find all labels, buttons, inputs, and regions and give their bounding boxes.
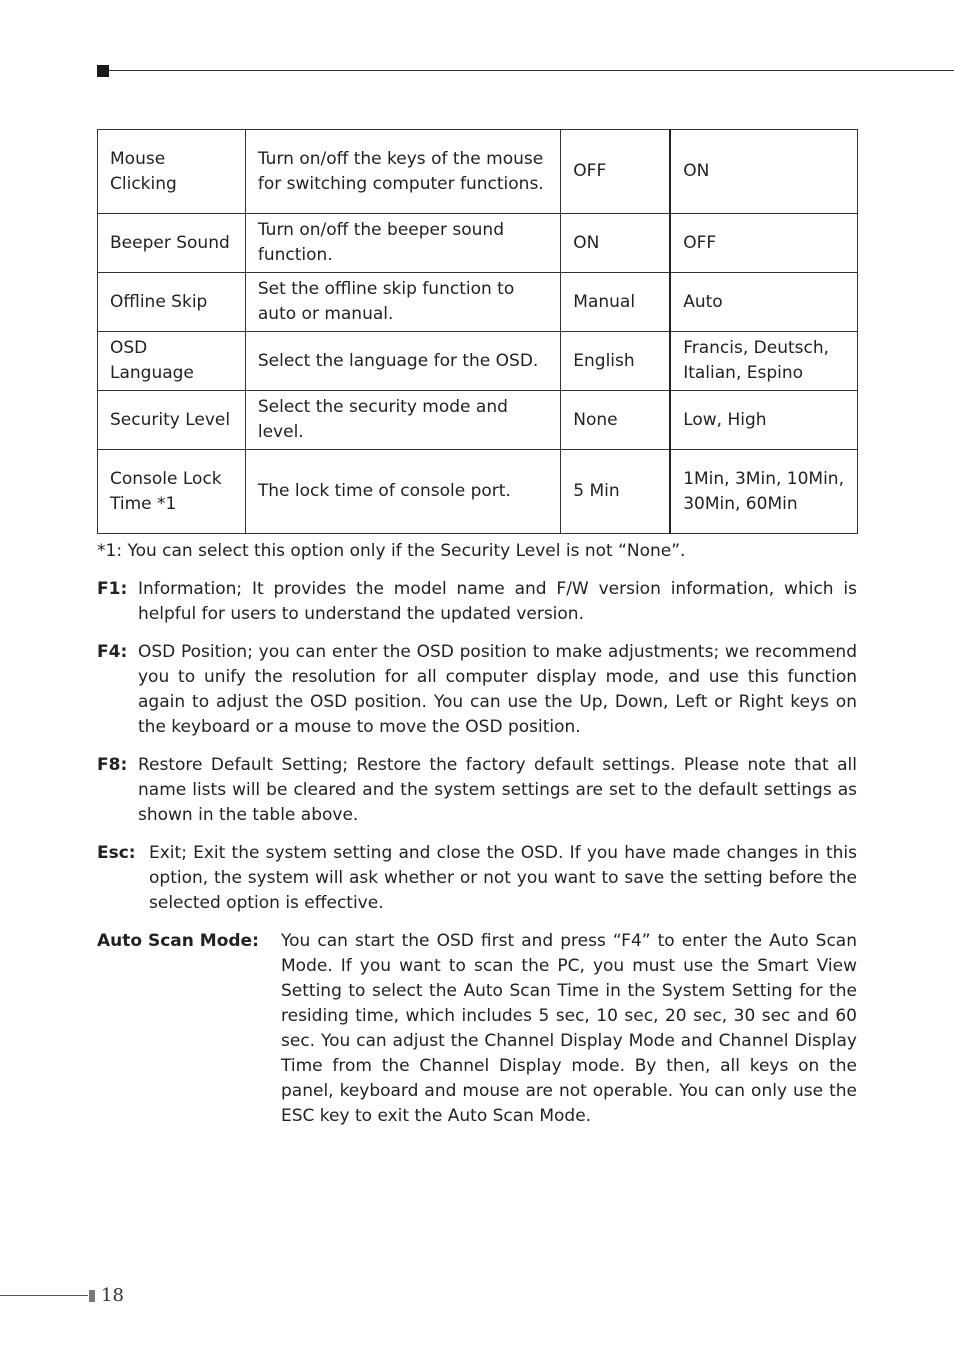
table-row bbox=[98, 130, 858, 214]
option-cell: Offline Skip bbox=[98, 273, 246, 332]
option-cell: OSD Language bbox=[98, 332, 246, 391]
key-description: You can start the OSD first and press “F4” to enter the Auto Scan Mode. If you want to scan the PC, you must use the Smart View Setting to select the Auto Scan Time in the System Setting for the residing time, which includes 5 sec, 10 sec, 20 sec, 30 sec and 60 sec. You can adjust the Channel Display Mode and Channel Display Time from the Channel Display mode. By then, all keys on the panel, keyboard and mouse are not operable. You can only use the ESC key to exit the Auto Scan Mode. bbox=[281, 931, 857, 1126]
description-cell: Set the offline skip function to auto or manual. bbox=[245, 273, 560, 332]
option-cell: Console Lock Time *1 bbox=[98, 450, 246, 534]
table-row bbox=[98, 273, 858, 332]
key-label: Auto Scan Mode: bbox=[97, 931, 259, 951]
alternatives-cell: Auto bbox=[670, 273, 857, 332]
default-cell: OFF bbox=[561, 130, 670, 214]
key-label: F1: bbox=[97, 579, 128, 599]
table-row bbox=[98, 214, 858, 273]
option-cell: Security Level bbox=[98, 391, 246, 450]
option-cell: Beeper Sound bbox=[98, 214, 246, 273]
key-label: Esc: bbox=[97, 843, 136, 863]
key-entry-auto-scan-mode bbox=[97, 929, 857, 1129]
key-description: Exit; Exit the system setting and close the OSD. If you have made changes in this option, the system will ask whether or not you want to save the setting before the selected option is effective. bbox=[149, 843, 857, 913]
table-row bbox=[98, 450, 858, 534]
key-entry-f4 bbox=[97, 640, 857, 740]
alternatives-cell: OFF bbox=[670, 214, 857, 273]
header-square-mark bbox=[97, 65, 109, 77]
default-cell: 5 Min bbox=[561, 450, 670, 534]
default-cell: ON bbox=[561, 214, 670, 273]
footer-rule bbox=[0, 1295, 88, 1296]
description-cell: Turn on/off the beeper sound function. bbox=[245, 214, 560, 273]
alternatives-cell: ON bbox=[670, 130, 857, 214]
table-row bbox=[98, 391, 858, 450]
description-cell: Select the language for the OSD. bbox=[245, 332, 560, 391]
key-label: F8: bbox=[97, 755, 128, 775]
key-label: F4: bbox=[97, 642, 128, 662]
default-cell: English bbox=[561, 332, 670, 391]
description-cell: Turn on/off the keys of the mouse for switching computer functions. bbox=[245, 130, 560, 214]
description-cell: The lock time of console port. bbox=[245, 450, 560, 534]
key-description: Restore Default Setting; Restore the factory default settings. Please note that all name lists will be cleared and the system settings are set to the default settings as shown in the table above. bbox=[138, 755, 857, 825]
default-cell: None bbox=[561, 391, 670, 450]
page-number: 18 bbox=[101, 1285, 124, 1306]
osd-settings-table bbox=[97, 129, 858, 534]
default-cell: Manual bbox=[561, 273, 670, 332]
key-entry-esc bbox=[97, 841, 857, 916]
header-rule bbox=[109, 70, 954, 71]
key-entry-f8 bbox=[97, 753, 857, 828]
key-description: OSD Position; you can enter the OSD position to make adjustments; we recommend you to unify the resolution for all computer display mode, and use this function again to adjust the OSD position. You can use the Up, Down, Left or Right keys on the keyboard or a mouse to move the OSD position. bbox=[138, 642, 857, 737]
description-cell: Select the security mode and level. bbox=[245, 391, 560, 450]
footer-bar-mark bbox=[89, 1290, 95, 1302]
alternatives-cell: Francis, Deutsch, Italian, Espino bbox=[670, 332, 857, 391]
table-footnote: *1: You can select this option only if the Security Level is not “None”. bbox=[97, 541, 686, 561]
alternatives-cell: 1Min, 3Min, 10Min, 30Min, 60Min bbox=[670, 450, 857, 534]
option-cell: Mouse Clicking bbox=[98, 130, 246, 214]
key-description: Information; It provides the model name and F/W version information, which is helpful for users to understand the updated version. bbox=[138, 579, 857, 624]
alternatives-cell: Low, High bbox=[670, 391, 857, 450]
table-row bbox=[98, 332, 858, 391]
key-entry-f1 bbox=[97, 577, 857, 627]
